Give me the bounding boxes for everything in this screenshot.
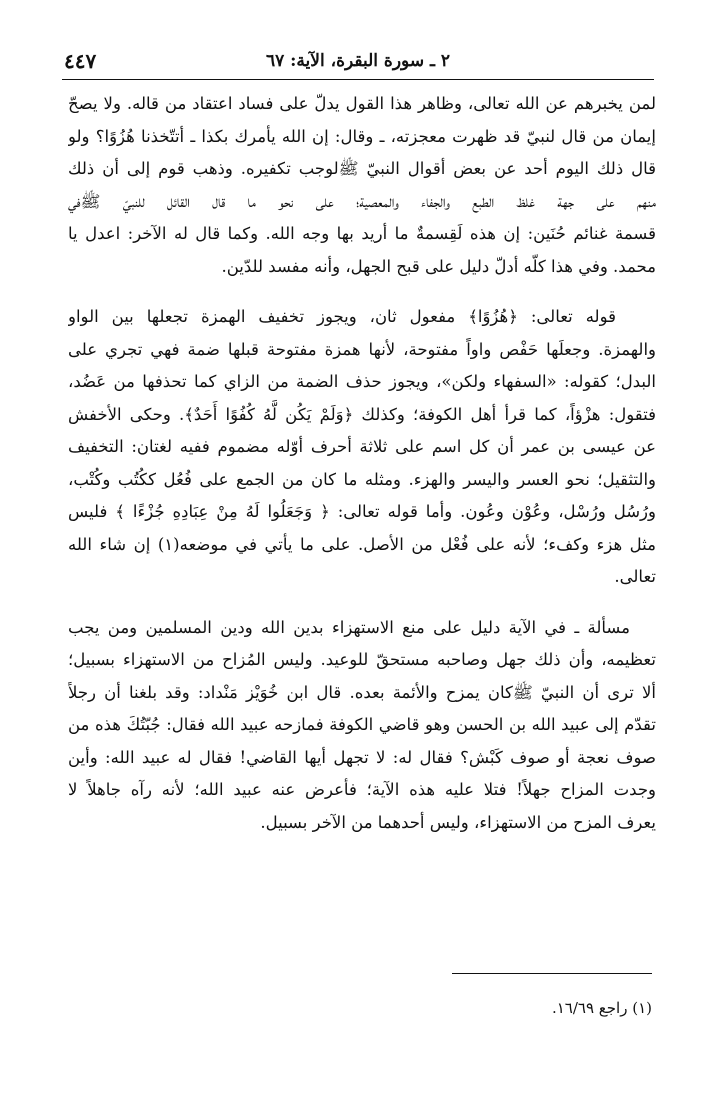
text-line: البدل؛ كقوله: «السفهاء ولكن»، ويجوز حذف الضمة من الزاي كما تحذفها من عَضُد، bbox=[68, 372, 656, 391]
paragraph-gap bbox=[68, 283, 656, 301]
text-line: والهمزة. وجعلَها حَفْص واواً مفتوحة، لأنها همزة مفتوحة قبلها ضمة فهي تجري على bbox=[68, 339, 656, 359]
text-line: تقدّم إلى عبيد الله بن الحسن وهو قاضي الكوفة فمازحه عبيد الله فقال: جُبّتُكَ هذه من bbox=[68, 715, 656, 734]
text-line: قسمة غنائم حُنَين: إن هذه لَقِسمةٌ ما أريد بها وجه الله. وكما قال له الآخر: اعدل يا bbox=[68, 224, 656, 243]
text-line: محمد. وفي هذا كلّه أدلّ دليل على قبح الجهل، وأنه مفسد للدّين. bbox=[221, 256, 656, 276]
header-rule bbox=[62, 79, 654, 80]
text-line: يعرف المزح من الاستهزاء، وليس أحدهما من الآخر بسبيل. bbox=[260, 812, 656, 832]
paragraph-2 bbox=[68, 301, 656, 594]
text-line: منهم على جهة غلظ الطبع والجفاء والمعصية؛ على نحو ما قال القائل للنبيّ ﷺفي bbox=[68, 191, 656, 211]
text-line: إيمان من قال لنبيّ قد ظهرت معجزته، ـ وقال: إن الله يأمرك بكذا ـ أتتّخذنا هُزُوًا؟ ولو bbox=[68, 126, 656, 146]
text-line: فتقول: هزْؤاً، كما قرأ أهل الكوفة؛ وكذلك ﴿وَلَمْ يَكُن لَّهُ كُفُوًا أَحَدٌ﴾. وحكى الأخفش bbox=[68, 404, 656, 424]
running-title: ٢ ـ سورة البقرة، الآية: ٦٧ bbox=[265, 51, 451, 71]
page-header bbox=[62, 46, 654, 76]
paragraph-gap bbox=[68, 594, 656, 612]
text-line: تعالى. bbox=[614, 567, 656, 586]
text-line: والتثقيل؛ نحو العسر واليسر والهزء. ومثله ما كان من الجمع على فُعُل ككُتُب وكُتْب، bbox=[68, 469, 656, 489]
text-line: صوف نعجة أو صوف كَبْش؟ فقال له: لا تجهل أيها القاضي! فقال له عبيد الله: وأين bbox=[68, 747, 656, 767]
text-line: وجدت المزاح جهلاً! فتلا عليه هذه الآية؛ فأعرض عنه عبيد الله؛ لأنه رآه جاهلاً لا bbox=[68, 780, 656, 799]
page-number: ٤٤٧ bbox=[64, 49, 97, 73]
text-line: قال ذلك اليوم أحد عن بعض أقوال النبيّ ﷺلوجب تكفيره. وذهب قوم إلى أن ذلك bbox=[68, 159, 656, 178]
text-line: ورُسُل ورُسْل، وعُوْن وعُون. وأما قوله تعالى: ﴿ وَجَعَلُوا لَهُ مِنْ عِبَادِهِ جُزْءًا ﴾ فليس bbox=[68, 502, 656, 521]
text-line: قوله تعالى: ﴿هُزُوًا﴾ مفعول ثان، ويجوز تخفيف الهمزة تجعلها بين الواو bbox=[68, 307, 616, 326]
text-line: لمن يخبرهم عن الله تعالى، وظاهر هذا القول يدلّ على فساد اعتقاد من قاله. ولا يصحّ bbox=[68, 94, 656, 113]
text-line: ألا ترى أن النبيّ ﷺكان يمزح والأئمة بعده. قال ابن خُوَيْز مَنْداد: وقد بلغنا أن رجلاً bbox=[68, 682, 656, 702]
text-line: عن عيسى بن عمر أن كل اسم على ثلاثة أحرف أوّله مضموم ففيه لغتان: التخفيف bbox=[68, 437, 656, 456]
main-text bbox=[68, 88, 656, 839]
text-line: مسألة ـ في الآية دليل على منع الاستهزاء بدين الله ودين المسلمين ومن يجب bbox=[68, 617, 630, 637]
text-line: تعظيمه، وأن ذلك جهل وصاحبه مستحقّ للوعيد. وليس المُزاح من الاستهزاء بسبيل؛ bbox=[68, 650, 656, 669]
paragraph-3 bbox=[68, 612, 656, 840]
footnote-rule bbox=[452, 973, 652, 974]
paragraph-1 bbox=[68, 88, 656, 283]
text-line: مثل هزء وكفء؛ لأنه على فُعْل من الأصل. على ما يأتي في موضعه(١) إن شاء الله bbox=[68, 534, 656, 554]
footnote: (١) راجع ١٦/٦٩. bbox=[551, 999, 652, 1017]
